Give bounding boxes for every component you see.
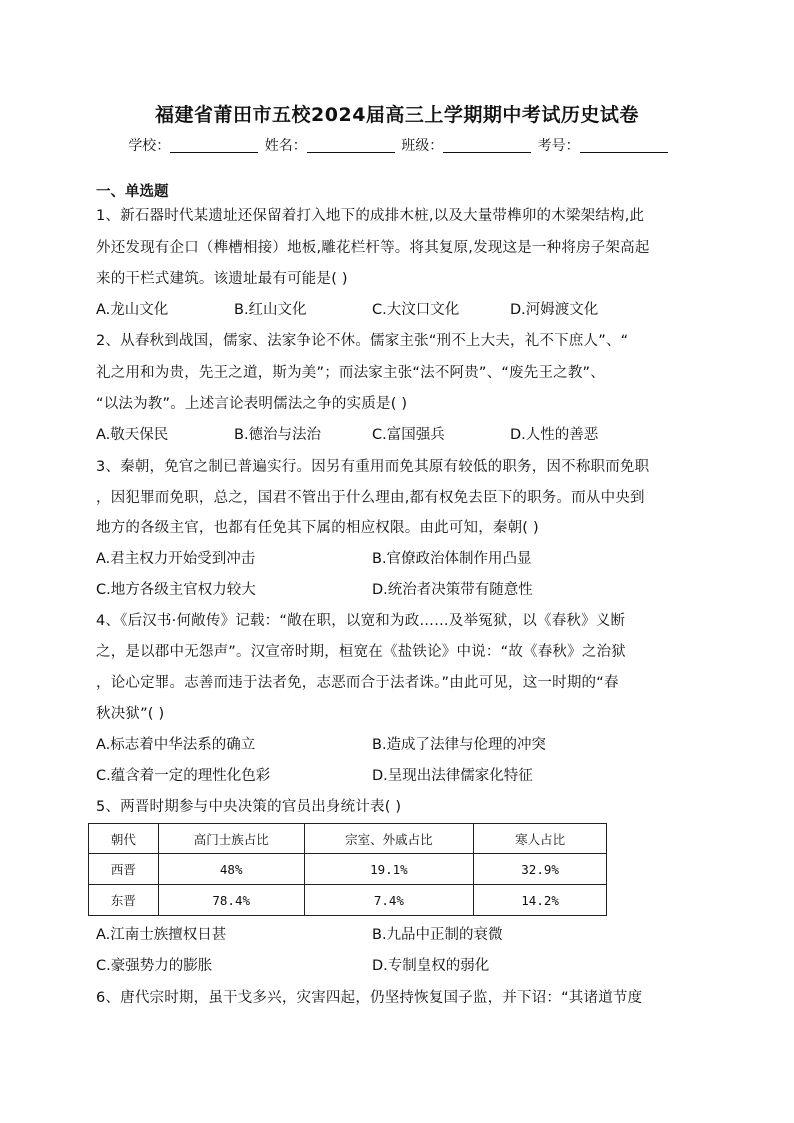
question-3-line-1: 3、秦朝，免官之制已普遍实行。因另有重用而免其原有较低的职务，因不称职而免职	[96, 459, 650, 475]
question-1-line-3: 来的干栏式建筑。该遗址最有可能是( )	[96, 271, 348, 287]
number-label: 考号：	[537, 138, 580, 154]
table-header-cell: 高门士族占比	[158, 824, 304, 854]
class-field[interactable]	[443, 138, 531, 153]
class-label: 班级：	[401, 138, 444, 154]
question-3-line-3: 地方的各级主官，也都有任免其下属的相应权限。由此可知，秦朝( )	[96, 520, 539, 536]
school-label: 学校：	[128, 138, 171, 154]
question-4-option-c[interactable]: C.蕴含着一定的理性化色彩	[96, 768, 271, 784]
exam-title: 福建省莆田市五校2024届高三上学期期中考试历史试卷	[155, 104, 639, 126]
table-cell: 19.1%	[304, 854, 474, 885]
question-3-option-d[interactable]: D.统治者决策带有随意性	[372, 582, 533, 598]
question-2-line-3: “以法为教”。上述言论表明儒法之争的实质是( )	[96, 396, 408, 412]
question-5-option-a[interactable]: A.江南士族擅权日甚	[96, 927, 227, 943]
question-6-line-1: 6、唐代宗时期，虽干戈多兴，灾害四起，仍坚持恢复国子监，并下诏：“其诸道节度	[96, 990, 643, 1006]
name-label: 姓名：	[264, 138, 307, 154]
section-heading: 一、单选题	[96, 184, 169, 200]
question-1-option-b[interactable]: B.红山文化	[234, 302, 307, 318]
school-field[interactable]	[170, 138, 258, 153]
question-4-line-3: ，论心定罪。志善而违于法者免，志恶而合于法者诛。”由此可见，这一时期的“春	[96, 675, 619, 691]
question-4-line-4: 秋决狱”( )	[96, 706, 165, 722]
question-2-line-1: 2、从春秋到战国，儒家、法家争论不休。儒家主张“刑不上大夫，礼不下庶人”、“	[96, 333, 629, 349]
number-field[interactable]	[580, 138, 668, 153]
table-cell: 7.4%	[304, 885, 474, 916]
table-row	[89, 885, 607, 916]
question-3-line-2: ，因犯罪而免职，总之，国君不管出于什么理由,都有权免去臣下的职务。而从中央到	[96, 490, 645, 506]
question-1-line-1: 1、新石器时代某遗址还保留着打入地下的成排木桩,以及大量带榫卯的木梁架结构,此	[96, 208, 645, 224]
table-header-row	[89, 824, 607, 854]
question-1-option-a[interactable]: A.龙山文化	[96, 302, 169, 318]
table-header-cell: 寒人占比	[474, 824, 607, 854]
question-1-option-d[interactable]: D.河姆渡文化	[510, 302, 599, 318]
question-2-option-b[interactable]: B.德治与法治	[234, 427, 322, 443]
question-4-option-d[interactable]: D.呈现出法律儒家化特征	[372, 768, 533, 784]
question-2-option-d[interactable]: D.人性的善恶	[510, 427, 599, 443]
table-header-cell: 朝代	[89, 824, 159, 854]
name-field[interactable]	[307, 138, 395, 153]
student-info-row	[0, 135, 794, 155]
table-cell: 78.4%	[158, 885, 304, 916]
question-3-option-c[interactable]: C.地方各级主官权力较大	[96, 582, 256, 598]
table-cell: 48%	[158, 854, 304, 885]
question-4-option-a[interactable]: A.标志着中华法系的确立	[96, 737, 256, 753]
question-3-option-a[interactable]: A.君主权力开始受到冲击	[96, 551, 256, 567]
table-cell: 32.9%	[474, 854, 607, 885]
question-4-line-2: 之，是以郡中无怨声”。汉宣帝时期，桓宽在《盐铁论》中说：“故《春秋》之治狱	[96, 644, 626, 660]
question-4-line-1: 4、《后汉书·何敞传》记载：“敞在职，以宽和为政……及举冤狱，以《春秋》义断	[96, 613, 626, 629]
question-5-option-d[interactable]: D.专制皇权的弱化	[372, 958, 490, 974]
question-2-option-c[interactable]: C.富国强兵	[372, 427, 445, 443]
officials-origin-table	[88, 823, 607, 916]
table-cell: 东晋	[89, 885, 159, 916]
question-4-option-b[interactable]: B.造成了法律与伦理的冲突	[372, 737, 547, 753]
question-1-line-2: 外还发现有企口（榫槽相接）地板,雕花栏杆等。将其复原,发现这是一种将房子架高起	[96, 240, 650, 256]
question-1-option-c[interactable]: C.大汶口文化	[372, 302, 460, 318]
question-3-option-b[interactable]: B.官僚政治体制作用凸显	[372, 551, 532, 567]
question-2-option-a[interactable]: A.敬天保民	[96, 427, 169, 443]
table-row	[89, 854, 607, 885]
table-cell: 西晋	[89, 854, 159, 885]
question-5-option-b[interactable]: B.九品中正制的衰微	[372, 927, 503, 943]
question-2-line-2: 礼之用和为贵，先王之道，斯为美”；而法家主张“法不阿贵”、“废先王之教”、	[96, 365, 605, 381]
table-header-cell: 宗室、外戚占比	[304, 824, 474, 854]
table-cell: 14.2%	[474, 885, 607, 916]
question-5-option-c[interactable]: C.豪强势力的膨胀	[96, 958, 213, 974]
question-5-line-1: 5、两晋时期参与中央决策的官员出身统计表( )	[96, 799, 402, 815]
